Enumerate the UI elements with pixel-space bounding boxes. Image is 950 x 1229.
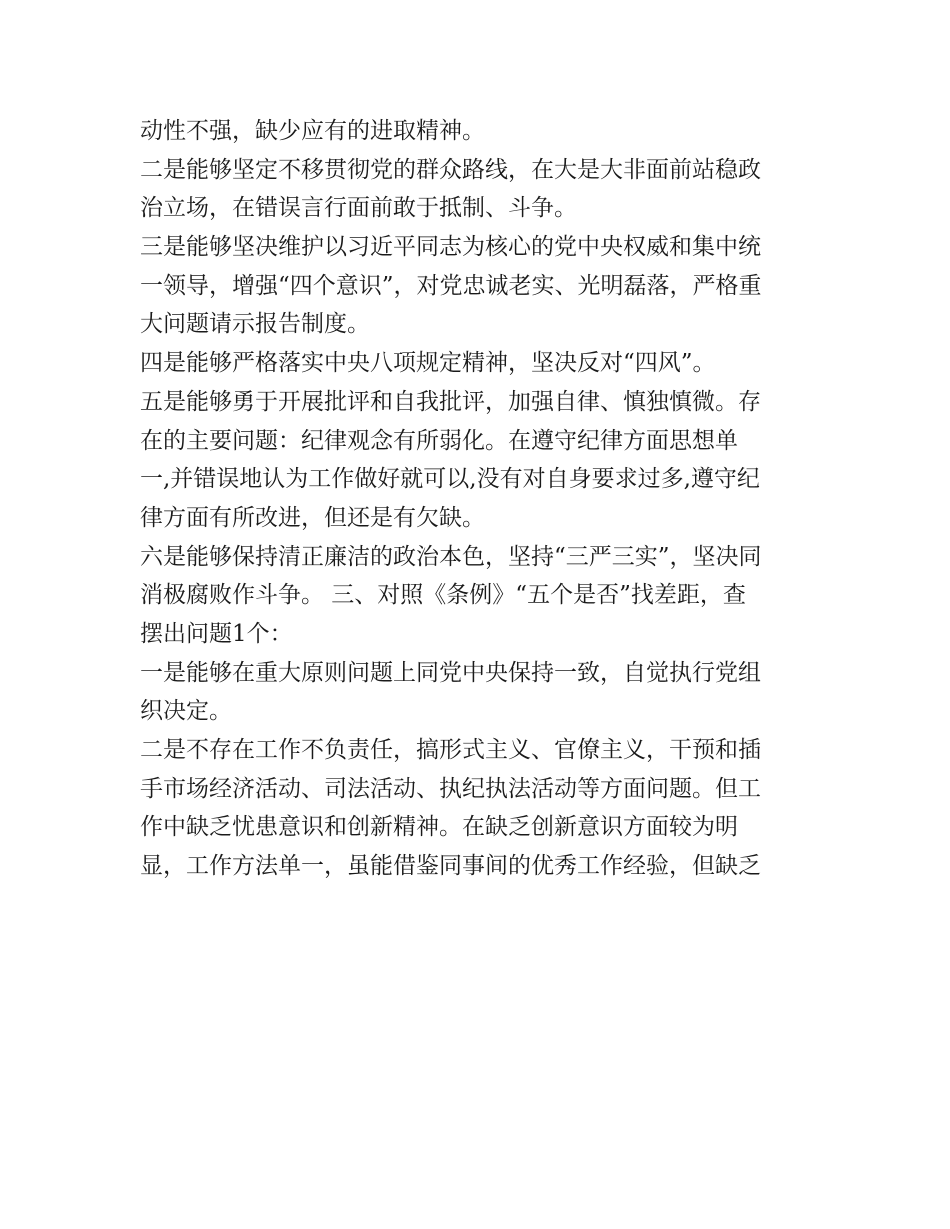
text-line: 大问题请示报告制度。 bbox=[140, 311, 370, 338]
text-line: 二是能够坚定不移贯彻党的群众路线，在大是大非面前站稳政 bbox=[140, 156, 761, 183]
text-line: 一是能够在重大原则问题上同党中央保持一致，自觉执行党组 bbox=[140, 659, 761, 686]
text-line: 四是能够严格落实中央八项规定精神，坚决反对“四风”。 bbox=[140, 350, 716, 377]
text-line: 二是不存在工作不负责任，搞形式主义、官僚主义，干预和插 bbox=[140, 737, 761, 763]
text-line: 在的主要问题：纪律观念有所弱化。在遵守纪律方面思想单 bbox=[140, 427, 738, 454]
text-line: 一领导，增强“四个意识”，对党忠诚老实、光明磊落，严格重 bbox=[140, 272, 762, 299]
text-line: 动性不强，缺少应有的进取精神。 bbox=[140, 118, 485, 144]
text-line: 一,并错误地认为工作做好就可以,没有对自身要求过多,遵守纪 bbox=[140, 466, 760, 493]
text-line: 治立场，在错误言行面前敢于抵制、斗争。 bbox=[140, 195, 577, 222]
text-line: 摆出问题1个： bbox=[140, 620, 293, 647]
text-line: 手市场经济活动、司法活动、执纪执法活动等方面问题。但工 bbox=[140, 775, 761, 802]
document-body bbox=[140, 112, 820, 886]
text-line: 五是能够勇于开展批评和自我批评，加强自律、慎独慎微。存 bbox=[140, 388, 761, 415]
text-line: 律方面有所改进，但还是有欠缺。 bbox=[140, 504, 485, 531]
text-line: 作中缺乏忧患意识和创新精神。在缺乏创新意识方面较为明 bbox=[140, 814, 738, 841]
text-line: 显，工作方法单一，虽能借鉴同事间的优秀工作经验，但缺乏 bbox=[140, 853, 761, 880]
text-line: 六是能够保持清正廉洁的政治本色，坚持“三严三实”，坚决同 bbox=[140, 543, 762, 570]
text-line: 三是能够坚决维护以习近平同志为核心的党中央权威和集中统 bbox=[140, 234, 761, 261]
text-line: 织决定。 bbox=[140, 698, 232, 725]
text-line: 消极腐败作斗争。 三、对照《条例》“五个是否”找差距，查 bbox=[140, 582, 746, 609]
